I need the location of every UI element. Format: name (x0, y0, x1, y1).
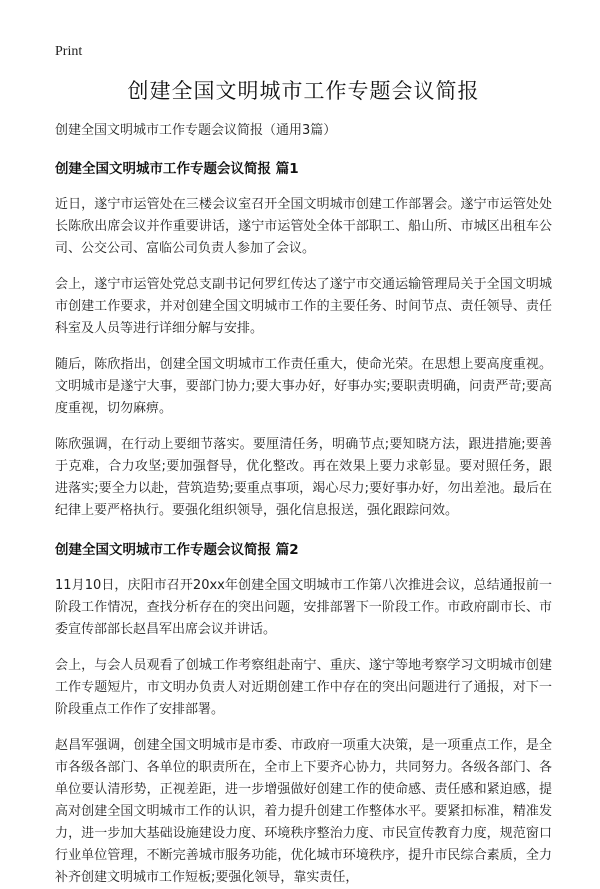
paragraph: 陈欣强调，在行动上要细节落实。要厘清任务，明确节点;要知晓方法，跟进措施;要善于克难，合力攻坚;要加强督导，优化整改。再在效果上要力求彰显。要对照任务，跟进落实;要全力以赴，营筑造势;要重点事项，竭心尽力;要好事办好，勿出差池。最后在纪律上要严格执行。要强化组织领导，强化信息报送，强化跟踪问效。 (55, 437, 552, 518)
print-link[interactable]: Print (55, 44, 83, 59)
paragraph: 近日，遂宁市运管处在三楼会议室召开全国文明城市创建工作部署会。遂宁市运管处处长陈欣出席会议并作重要讲话，遂宁市运管处全体干部职工、船山所、市城区出租车公司、公交公司、富临公司负责人参加了会议。 (55, 197, 552, 256)
paragraph: 赵昌军强调，创建全国文明城市是市委、市政府一项重大决策，是一项重点工作，是全市各级各部门、各单位的职责所在，全市上下要齐心协力，共同努力。各级各部门、各单位要认清形势，正视差距，进一步增强做好创建工作的使命感、责任感和紧迫感，提高对创建全国文明城市工作的认识，着力提升创建工作整体水平。要紧扣标准，精准发力，进一步加大基础设施建设力度、环境秩序整治力度、市民宣传教育力度，规范窗口行业单位管理，不断完善城市服务功能，优化城市环境秩序，提升市民综合素质，全力补齐创建文明城市工作短板;要强化领导，靠实责任， (55, 738, 552, 885)
section-2 (55, 540, 552, 889)
section-heading: 创建全国文明城市工作专题会议简报 篇1 (55, 161, 299, 177)
paragraph: 会上，遂宁市运管处党总支副书记何罗红传达了遂宁市交通运输管理局关于全国文明城市创建工作要求，并对创建全国文明城市工作的主要任务、时间节点、责任领导、责任科室及人员等进行详细分解与安排。 (55, 277, 552, 336)
paragraph: 随后，陈欣指出，创建全国文明城市工作责任重大，使命光荣。在思想上要高度重视。文明城市是遂宁大事，要部门协力;要大事办好，好事办实;要职责明确，问责严苛;要高度重视，切勿麻痹。 (55, 357, 552, 416)
section-heading: 创建全国文明城市工作专题会议简报 篇2 (55, 542, 299, 558)
document-subtitle: 创建全国文明城市工作专题会议简报（通用3篇） (55, 123, 337, 138)
paragraph: 11月10日，庆阳市召开20xx年创建全国文明城市工作第八次推进会议，总结通报前一阶段工作情况，查找分析存在的突出问题，安排部署下一阶段工作。市政府副市长、市委宣传部部长赵昌军出席会议并讲话。 (55, 578, 552, 637)
section-1 (55, 159, 552, 522)
paragraph: 会上，与会人员观看了创城工作考察组赴南宁、重庆、遂宁等地考察学习文明城市创建工作专题短片，市文明办负责人对近期创建工作中存在的突出问题进行了通报，对下一阶段重点工作作了安排部署。 (55, 658, 552, 717)
page-title: 创建全国文明城市工作专题会议简报 (127, 79, 480, 103)
